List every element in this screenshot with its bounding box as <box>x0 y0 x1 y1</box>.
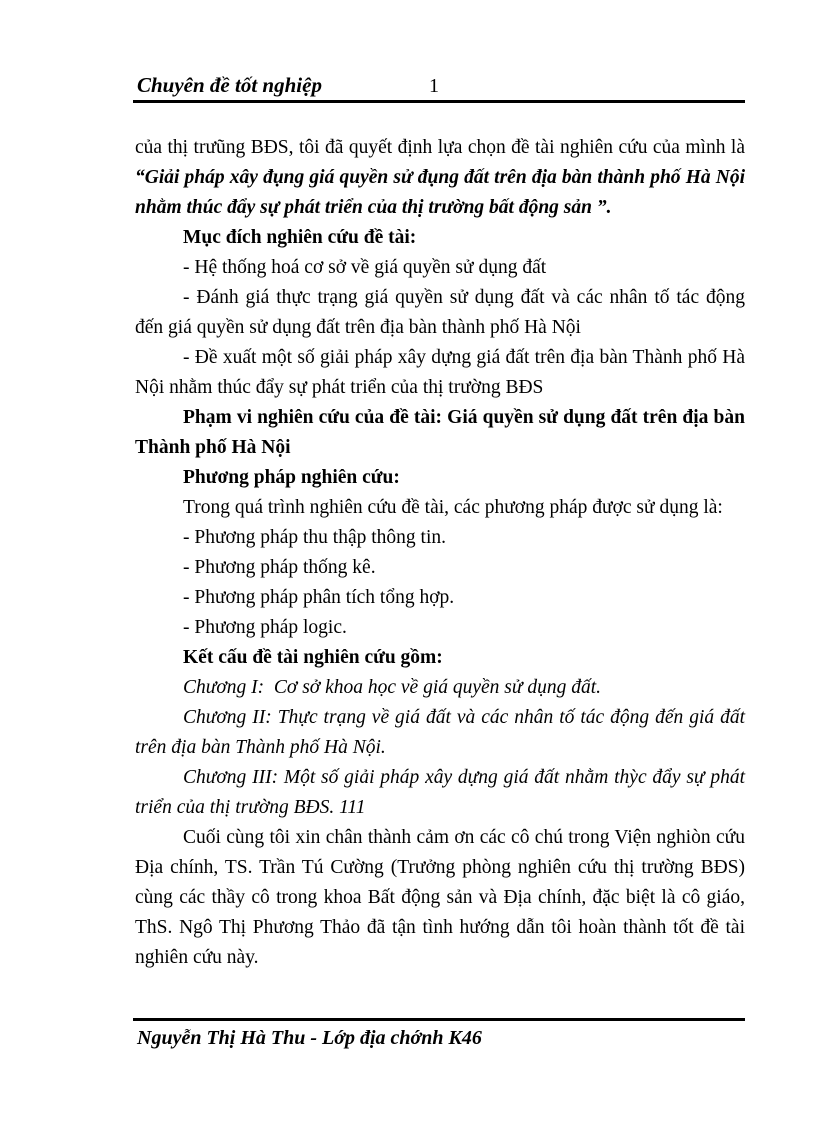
intro-lead: của thị trưũng BĐS, tôi đã quyết định lựa chọn đề tài nghiên cứu của mình là <box>135 137 745 158</box>
purpose-item-2: - Đánh giá thực trạng giá quyền sử dụng đất và các nhân tố tác động đến giá quyền sử dụng đất trên địa bàn thành phố Hà Nội <box>135 287 745 338</box>
document-body <box>135 133 745 973</box>
page-number: 1 <box>429 75 439 97</box>
method-item-2: - Phương pháp thống kê. <box>183 557 376 578</box>
page-header <box>133 68 745 103</box>
method-item-4: - Phương pháp logic. <box>183 617 347 638</box>
research-scope: Phạm vi nghiên cứu của đề tài: Giá quyền sử dụng đất trên địa bàn Thành phố Hà Nội <box>135 407 745 458</box>
header-title: Chuyên đề tốt nghiệp <box>137 73 322 97</box>
chapter-1-line: Chương I: Cơ sở khoa học về giá quyền sử dụng đất. <box>183 677 602 698</box>
method-item-3: - Phương pháp phân tích tổng hợp. <box>183 587 455 608</box>
heading-research-methods: Phương pháp nghiên cứu: <box>183 467 400 488</box>
intro-paragraph <box>135 133 745 223</box>
chapter-3-line: Chương III: Một số giải pháp xây dựng giá đất nhằm thỳc đẩy sự phát triển của thị trường BĐS. 111 <box>135 767 745 818</box>
heading-research-purpose: Mục đích nghiên cứu đề tài: <box>183 227 417 248</box>
method-item-1: - Phương pháp thu thập thông tin. <box>183 527 446 548</box>
purpose-item-3: - Đề xuất một số giải pháp xây dựng giá đất trên địa bàn Thành phố Hà Nội nhằm thúc đẩy sự phát triển của thị trường BĐS <box>135 347 745 398</box>
heading-thesis-structure: Kết cấu đề tài nghiên cứu gồm: <box>183 647 443 668</box>
purpose-item-1: - Hệ thống hoá cơ sở về giá quyền sử dụng đất <box>183 257 547 278</box>
methods-intro: Trong quá trình nghiên cứu đề tài, các phương pháp được sử dụng là: <box>183 497 723 518</box>
chapter-2-line: Chương II: Thực trạng về giá đất và các nhân tố tác động đến giá đất trên địa bàn Thành phố Hà Nội. <box>135 707 745 758</box>
footer-signature: Nguyễn Thị Hà Thu - Lớp địa chớnh K46 <box>137 1027 482 1049</box>
acknowledgement-paragraph: Cuối cùng tôi xin chân thành cảm ơn các cô chú trong Viện nghiòn cứu Địa chính, TS. Trần Tú Cường (Trưởng phòng nghiên cứu thị trường BĐS) cùng các thầy cô trong khoa Bất động sản và Địa chính, đặc biệt là cô giáo, ThS. Ngô Thị Phương Thảo đã tận tình hướng dẫn tôi hoàn thành tốt đề tài nghiên cứu này. <box>135 827 745 968</box>
page-footer <box>133 1018 745 1050</box>
thesis-title-quote: “Giải pháp xây đụng giá quyền sử đụng đất trên địa bàn thành phố Hà Nội nhằm thúc đẩy sự phát triển của thị trường bất động sản ”. <box>135 167 745 218</box>
